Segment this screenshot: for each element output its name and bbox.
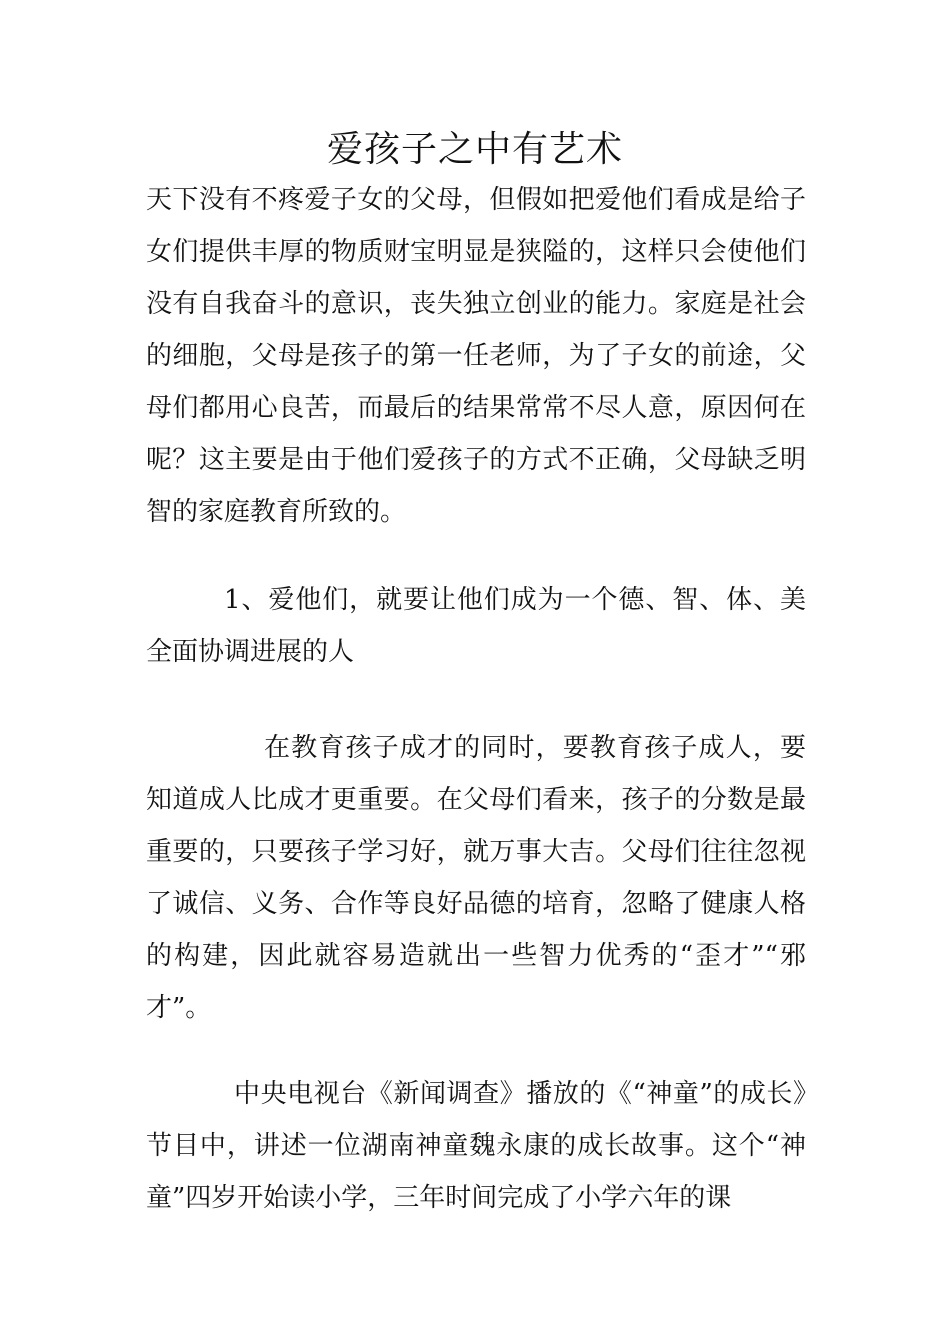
section-heading-1: 1、爱他们，就要让他们成为一个德、智、体、美全面协调进展的人	[146, 585, 806, 667]
document-title: 爱孩子之中有艺术	[326, 129, 623, 170]
paragraph-body-2: 中央电视台《新闻调查》播放的《“神童”的成长》节目中，讲述一位湖南神童魏永康的成长故事。这个“神童”四岁开始读小学，三年时间完成了小学六年的课	[146, 1079, 806, 1213]
paragraph-body-1: 在教育孩子成才的同时，要教育孩子成人，要知道成人比成才更重要。在父母们看来，孩子的分数是最重要的，只要孩子学习好，就万事大吉。父母们往往忽视了诚信、义务、合作等良好品德的培育，忽略了健康人格的构建，因此就容易造就出一些智力优秀的“歪才”“邪才”。	[146, 733, 806, 1023]
paragraph-intro: 天下没有不疼爱子女的父母，但假如把爱他们看成是给子女们提供丰厚的物质财宝明显是狭隘的，这样只会使他们没有自我奋斗的意识，丧失独立创业的能力。家庭是社会的细胞，父母是孩子的第一任老师，为了子女的前途，父母们都用心良苦，而最后的结果常常不尽人意，原因何在呢？这主要是由于他们爱孩子的方式不正确，父母缺乏明智的家庭教育所致的。	[146, 185, 806, 527]
